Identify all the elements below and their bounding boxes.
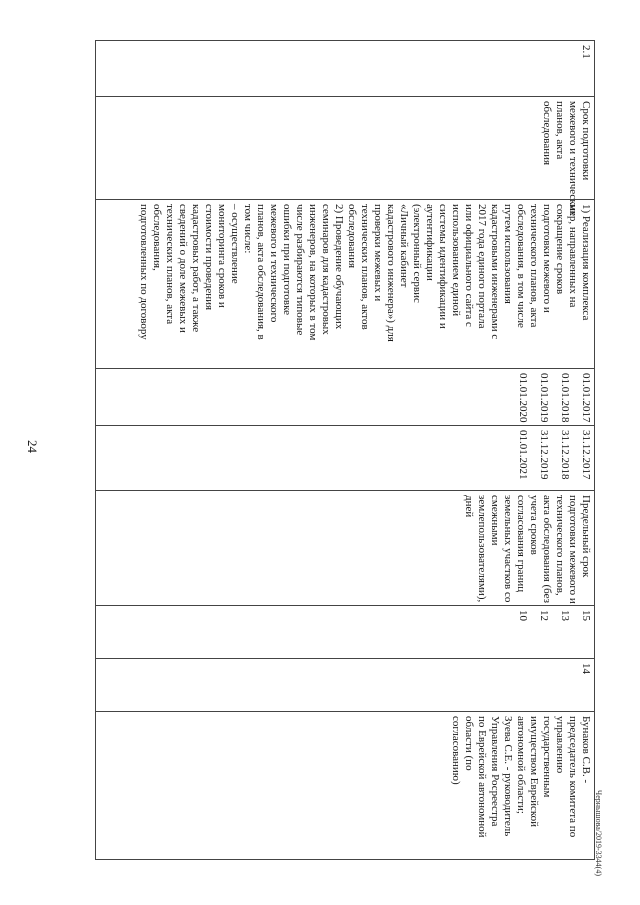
target-line: землепользователями), — [476, 495, 488, 603]
action-line: аутентификации — [424, 204, 436, 281]
indicator-line: Срок подготовки — [580, 101, 592, 181]
end-date: 31.12.2017 — [580, 430, 592, 480]
action-line: инженеров, на которых в том — [307, 204, 319, 341]
start-dates-cell — [96, 369, 595, 426]
action-line: стоимости проведения — [203, 204, 215, 311]
target-cell — [96, 491, 595, 606]
action-line: технического планов, акта — [528, 204, 540, 328]
action-line: межевого и технического — [268, 204, 280, 323]
indicator-text — [540, 101, 592, 217]
action-line: проверки межевых и — [372, 204, 384, 302]
indicator-line: межевого и технических — [567, 101, 579, 217]
action-line: подготовки межевого и — [541, 204, 553, 313]
action-line: кадастровых работ, а также — [190, 204, 202, 333]
target-line: земельных участков со — [502, 495, 514, 603]
values-list — [516, 610, 592, 654]
responsible-line: автономной области; — [515, 716, 527, 814]
target-line: учета сроков — [528, 495, 540, 555]
action-line: числе разбираются типовые — [294, 204, 306, 336]
responsible-line: области (по — [463, 716, 475, 771]
action-line: технических планов, акта — [164, 204, 176, 325]
start-date: 01.01.2020 — [517, 373, 529, 423]
actions-cell — [96, 200, 595, 369]
actions-text — [137, 204, 592, 364]
end-date: 31.12.2019 — [538, 430, 550, 480]
responsible-line: управлению — [554, 716, 566, 774]
target-line: дней — [463, 495, 475, 518]
target-value: 12 — [538, 610, 550, 621]
responsible-line: Бунаков С.В. - — [580, 716, 592, 784]
target-line: подготовки межевого и — [567, 495, 579, 604]
responsible-line: по Еврейской автономной — [476, 716, 488, 838]
action-line: кадастрового инженера») для — [385, 204, 397, 342]
target-line: акта обследования (без — [541, 495, 553, 603]
action-line: обследования — [346, 204, 358, 269]
table-row — [96, 41, 595, 860]
action-line: мониторинга сроков и — [216, 204, 228, 308]
action-line: планов, акта обследования, в — [255, 204, 267, 340]
target-text — [462, 495, 592, 604]
responsible-text — [449, 716, 592, 855]
responsible-line: имуществом Еврейской — [528, 716, 540, 828]
start-date: 01.01.2017 — [580, 373, 592, 423]
column-value-cell: 14 — [96, 659, 595, 712]
end-dates-list — [516, 430, 592, 486]
action-line: семинаров для кадастровых — [320, 204, 332, 335]
target-value: 13 — [559, 610, 571, 621]
responsible-cell — [96, 712, 595, 860]
target-line: согласования границ — [515, 495, 527, 593]
action-line: или официального сайта с — [463, 204, 475, 327]
roadmap-table — [95, 40, 595, 860]
start-dates-list — [516, 373, 592, 421]
end-dates-cell — [96, 426, 595, 491]
action-line: 2017 года единого портала — [476, 204, 488, 329]
target-line: технического планов, — [554, 495, 566, 596]
row-number: 2.1 — [96, 41, 595, 97]
start-date: 01.01.2018 — [559, 373, 571, 423]
action-line: том числе: — [242, 204, 254, 254]
responsible-line: председатель комитета по — [567, 716, 579, 838]
action-line: подготовленных по договору — [138, 204, 150, 340]
action-line: сокращение сроков — [554, 204, 566, 295]
action-line: – осуществление — [229, 204, 241, 284]
start-date: 01.01.2019 — [538, 373, 550, 423]
action-line: обследования, в том числе — [515, 204, 527, 328]
action-line: сведений о доле межевых и — [177, 204, 189, 333]
indicator-line: обследования — [541, 101, 553, 166]
action-line: системы идентификации и — [437, 204, 449, 329]
action-line: обследования, — [151, 204, 163, 271]
action-line: путем использования — [502, 204, 514, 304]
action-line: мер, направленных на — [567, 204, 579, 308]
action-line: 1) Реализация комплекса — [580, 204, 592, 321]
action-line: «Личный кабинет — [398, 204, 410, 288]
action-line: (электронный сервис — [411, 204, 423, 303]
indicator-line: планов, акта — [554, 101, 566, 160]
responsible-line: согласованию) — [450, 716, 462, 785]
target-value: 15 — [580, 610, 592, 621]
responsible-line: государственным — [541, 716, 553, 798]
target-line: смежными — [489, 495, 501, 546]
action-line: использованием единой — [450, 204, 462, 317]
indicator-cell — [96, 97, 595, 217]
action-line: кадастровыми инженерами с — [489, 204, 501, 340]
values-cell — [96, 606, 595, 659]
responsible-line: Зуева С.Е. - руководитель — [502, 716, 514, 837]
target-value: 10 — [517, 610, 529, 621]
end-date: 01.01.2021 — [517, 430, 529, 480]
action-line: технических планов, актов — [359, 204, 371, 330]
page-number: 24 — [25, 440, 40, 453]
target-line: Предельный срок — [580, 495, 592, 578]
footer-reference: Чернышова/2019-3344(4) — [594, 790, 603, 877]
rotated-table-container — [85, 40, 595, 860]
action-line: 2) Проведение обучающих — [333, 204, 345, 330]
action-line: ошибки при подготовке — [281, 204, 293, 316]
responsible-line: Управления Росреестра — [489, 716, 501, 827]
end-date: 31.12.2018 — [559, 430, 571, 480]
